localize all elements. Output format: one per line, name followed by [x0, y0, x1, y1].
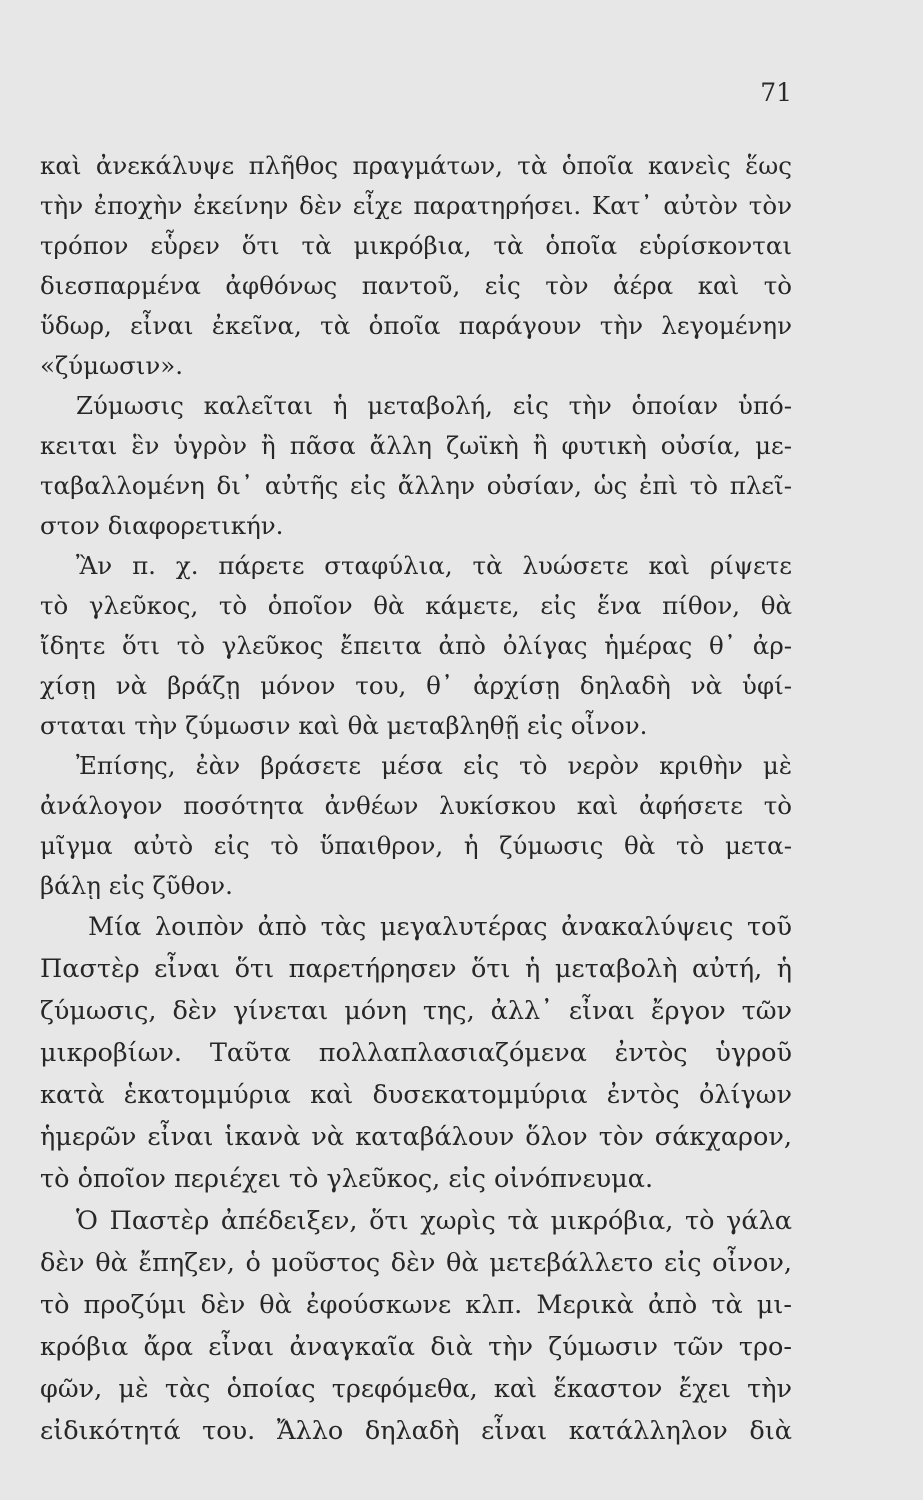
text-line: ταβαλλομένη δι᾽ αὐτῆς εἰς ἄλλην οὐσίαν, ὡς ἐπὶ τὸ πλεῖ-	[40, 471, 792, 500]
text-line: Ὁ Παστὲρ ἀπέδειξεν, ὅτι χωρὶς τὰ μικρόβια, τὸ γάλα	[76, 1206, 792, 1236]
text-line: «ζύμωσιν».	[40, 351, 184, 380]
text-line: ἴδητε ὅτι τὸ γλεῦκος ἔπειτα ἀπὸ ὀλίγας ἡμέρας θ᾽ ἀρ-	[40, 631, 792, 660]
text-line: καὶ ἀνεκάλυψε πλῆθος πραγμάτων, τὰ ὁποῖα κανεὶς ἕως	[40, 151, 792, 180]
text-line: κειται ἓν ὑγρὸν ἢ πᾶσα ἄλλη ζωϊκὴ ἢ φυτικὴ οὐσία, με-	[40, 431, 792, 460]
text-line: σταται τὴν ζύμωσιν καὶ θὰ μεταβληθῇ εἰς οἶνον.	[40, 711, 648, 740]
text-line: Παστὲρ εἶναι ὅτι παρετήρησεν ὅτι ἡ μεταβολὴ αὐτή, ἡ	[40, 954, 792, 984]
text-line: βάλῃ εἰς ζῦθον.	[40, 871, 233, 900]
text-line: δὲν θὰ ἔπηζεν, ὁ μοῦστος δὲν θὰ μετεβάλλετο εἰς οἶνον,	[40, 1248, 792, 1278]
text-line: Μία λοιπὸν ἀπὸ τὰς μεγαλυτέρας ἀνακαλύψεις τοῦ	[88, 912, 792, 942]
text-line: ἡμερῶν εἶναι ἱκανὰ νὰ καταβάλουν ὅλον τὸν σάκχαρον,	[40, 1122, 792, 1152]
text-line: διεσπαρμένα ἀφθόνως παντοῦ, εἰς τὸν ἀέρα καὶ τὸ	[40, 271, 792, 300]
text-line: τὸ προζύμι δὲν θὰ ἐφούσκωνε κλπ. Μερικὰ ἀπὸ τὰ μι-	[40, 1290, 792, 1320]
text-line: τρόπον εὗρεν ὅτι τὰ μικρόβια, τὰ ὁποῖα εὑρίσκονται	[40, 231, 792, 260]
text-line: εἰδικότητά του. Ἄλλο δηλαδὴ εἶναι κατάλληλον διὰ	[40, 1416, 792, 1446]
text-line: τὴν ἐποχὴν ἐκείνην δὲν εἶχε παρατηρήσει. Κατ᾽ αὐτὸν τὸν	[40, 191, 792, 220]
body-text	[40, 146, 792, 1452]
text-line: τὸ ὁποῖον περιέχει τὸ γλεῦκος, εἰς οἰνόπνευμα.	[40, 1164, 654, 1194]
text-line: Ἐπίσης, ἐὰν βράσετε μέσα εἰς τὸ νερὸν κριθὴν μὲ	[76, 751, 792, 780]
text-line: τὸ γλεῦκος, τὸ ὁποῖον θὰ κάμετε, εἰς ἕνα πίθον, θὰ	[40, 591, 792, 620]
text-line: μικροβίων. Ταῦτα πολλαπλασιαζόμενα ἐντὸς ὑγροῦ	[40, 1038, 792, 1068]
text-line: ἀνάλογον ποσότητα ἀνθέων λυκίσκου καὶ ἀφήσετε τὸ	[40, 791, 792, 820]
text-line: Ἂν π. χ. πάρετε σταφύλια, τὰ λυώσετε καὶ ρίψετε	[76, 551, 792, 580]
text-line: Ζύμωσις καλεῖται ἡ μεταβολή, εἰς τὴν ὁποίαν ὑπό-	[76, 391, 792, 420]
text-line: ζύμωσις, δὲν γίνεται μόνη της, ἀλλ᾽ εἶναι ἔργον τῶν	[40, 996, 792, 1026]
text-line: χίσῃ νὰ βράζῃ μόνον του, θ᾽ ἀρχίσῃ δηλαδὴ νὰ ὑφί-	[40, 671, 792, 700]
text-line: κρόβια ἄρα εἶναι ἀναγκαῖα διὰ τὴν ζύμωσιν τῶν τρο-	[40, 1332, 792, 1362]
page-number: 71	[760, 78, 792, 107]
text-line: μῖγμα αὐτὸ εἰς τὸ ὕπαιθρον, ἡ ζύμωσις θὰ τὸ μετα-	[40, 831, 792, 860]
text-line: φῶν, μὲ τὰς ὁποίας τρεφόμεθα, καὶ ἕκαστον ἔχει τὴν	[40, 1374, 792, 1404]
text-line: ὕδωρ, εἶναι ἐκεῖνα, τὰ ὁποῖα παράγουν τὴν λεγομένην	[40, 311, 792, 340]
text-line: κατὰ ἑκατομμύρια καὶ δυσεκατομμύρια ἐντὸς ὀλίγων	[40, 1080, 792, 1110]
text-line: στον διαφορετικήν.	[40, 511, 284, 540]
